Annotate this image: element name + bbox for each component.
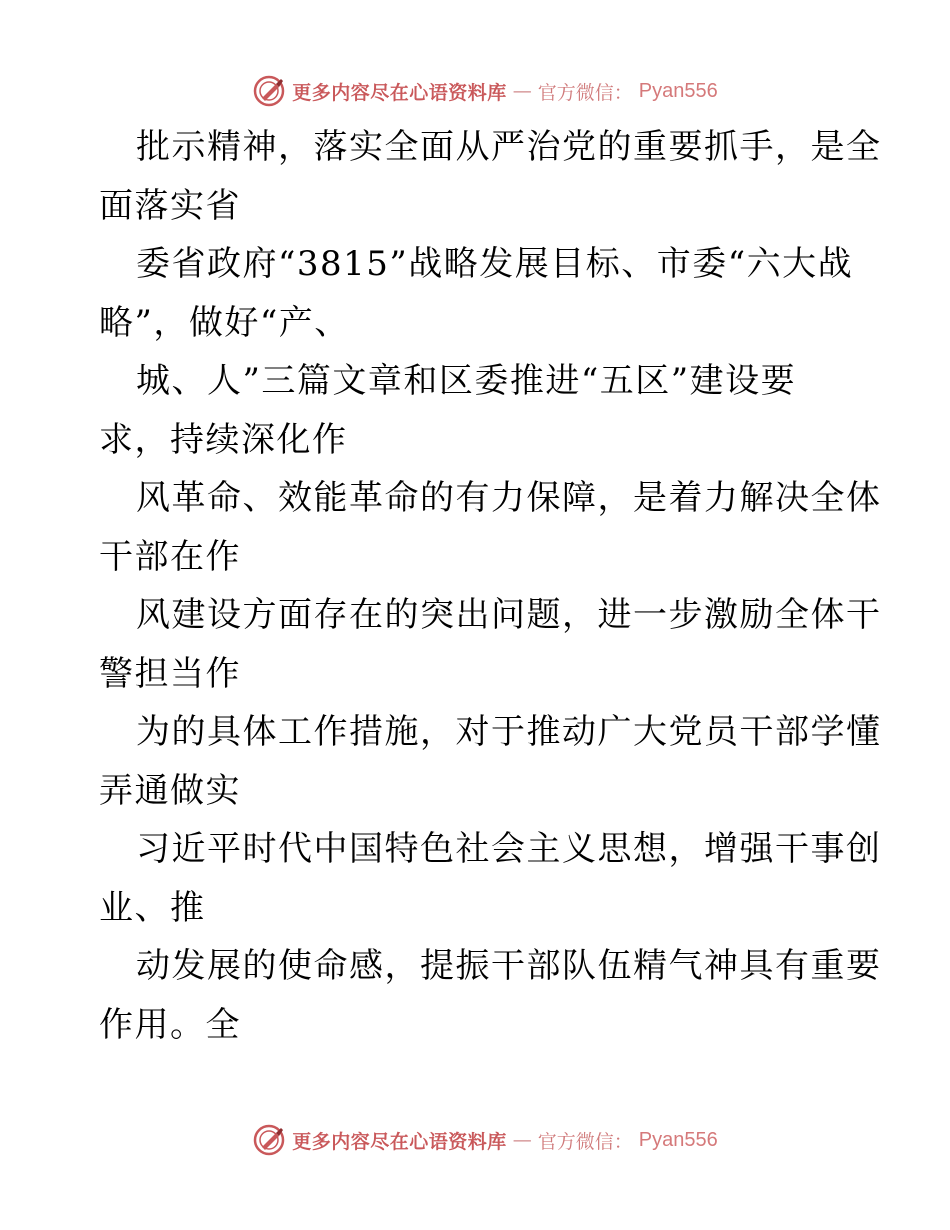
text-line: 作用。全 <box>99 1004 241 1045</box>
header-banner <box>0 71 950 111</box>
text-line: 弄通做实 <box>99 770 241 811</box>
text-line: 批示精神，落实全面从严治党的重要抓手，是全 <box>136 127 882 167</box>
text-line: 风革命、效能革命的有力保障，是着力解决全体 <box>136 478 882 518</box>
banner-wechat-id: Pyan556 <box>638 79 718 102</box>
text-line: 风建设方面存在的突出问题，进一步激励全体干 <box>136 595 882 635</box>
banner-wechat-label: 官方微信： <box>537 81 633 104</box>
banner-text: 更多内容尽在心语资料库 <box>292 81 507 104</box>
banner-separator: — <box>512 1129 532 1151</box>
logo-icon <box>252 74 286 108</box>
text-line: 动发展的使命感，提振干部队伍精气神具有重要 <box>136 946 882 986</box>
text-line: 业、推 <box>99 887 206 928</box>
text-line: 城、人”三篇文章和区委推进“五区”建设要 <box>136 361 797 401</box>
banner-text: 更多内容尽在心语资料库 <box>292 1130 507 1153</box>
text-line: 为的具体工作措施，对于推动广大党员干部学懂 <box>136 712 882 752</box>
banner-wechat-label: 官方微信： <box>537 1130 633 1153</box>
text-line: 习近平时代中国特色社会主义思想，增强干事创 <box>136 829 882 869</box>
text-line: 略”，做好“产、 <box>99 302 350 343</box>
text-line: 面落实省 <box>99 185 241 226</box>
text-line: 委省政府“3815”战略发展目标、市委“六大战 <box>136 244 854 284</box>
logo-icon <box>252 1123 286 1157</box>
text-line: 干部在作 <box>99 536 241 577</box>
text-line: 警担当作 <box>99 653 241 694</box>
banner-wechat-id: Pyan556 <box>638 1128 718 1151</box>
document-body <box>99 118 882 1054</box>
banner-separator: — <box>512 80 532 102</box>
text-line: 求，持续深化作 <box>99 419 348 460</box>
footer-banner <box>0 1120 950 1160</box>
